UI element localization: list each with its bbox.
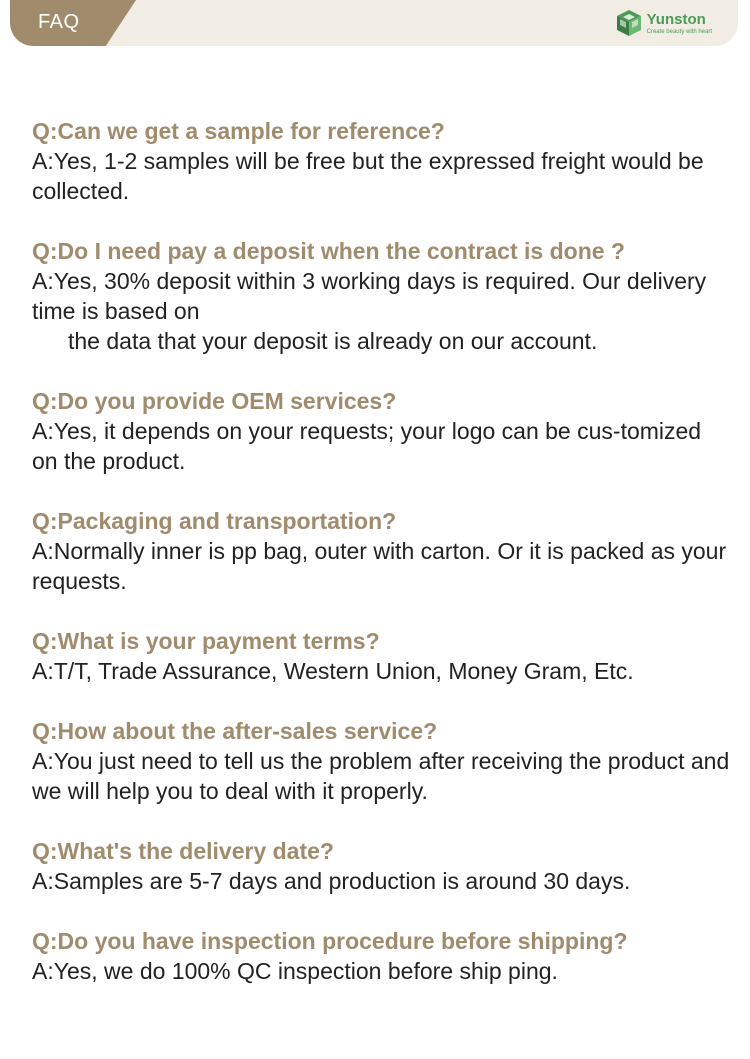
faq-question: Q:What is your payment terms? xyxy=(32,628,380,654)
faq-answer-text: A:Yes, 30% deposit within 3 working days is required. Our delivery time is based on xyxy=(32,268,707,324)
faq-answer xyxy=(32,266,732,356)
faq-tab-label: FAQ xyxy=(38,11,80,33)
faq-question: Q:Do you have inspection procedure before shipping? xyxy=(32,928,628,954)
faq-question: Q:How about the after-sales service? xyxy=(32,718,438,744)
faq-item xyxy=(32,626,732,686)
faq-item xyxy=(32,386,732,476)
faq-question: Q:Packaging and transportation? xyxy=(32,508,397,534)
faq-answer: A:Yes, it depends on your requests; your logo can be cus-tomized on the product. xyxy=(32,418,702,474)
faq-question: Q:Can we get a sample for reference? xyxy=(32,118,445,144)
faq-item xyxy=(32,236,732,356)
faq-answer: A:Yes, 1-2 samples will be free but the expressed freight would be collected. xyxy=(32,148,704,204)
faq-list xyxy=(32,116,732,1016)
faq-item xyxy=(32,716,732,806)
faq-answer: A:T/T, Trade Assurance, Western Union, Money Gram, Etc. xyxy=(32,658,634,684)
brand-slogan: Create beauty with heart xyxy=(646,28,712,35)
faq-item xyxy=(32,926,732,986)
faq-answer: A:Yes, we do 100% QC inspection before ship ping. xyxy=(32,958,558,984)
faq-answer: A:Samples are 5-7 days and production is around 30 days. xyxy=(32,868,631,894)
faq-answer-continuation: the data that your deposit is already on our account. xyxy=(68,328,598,354)
faq-item xyxy=(32,116,732,206)
faq-answer: A:Normally inner is pp bag, outer with carton. Or it is packed as your requests. xyxy=(32,538,727,594)
brand-logo xyxy=(615,6,712,40)
faq-question: Q:Do I need pay a deposit when the contract is done ? xyxy=(32,238,625,264)
header-banner xyxy=(10,0,738,46)
faq-item xyxy=(32,506,732,596)
brand-name: Yunston xyxy=(646,10,706,28)
faq-answer: A:You just need to tell us the problem after receiving the product and we will help you to deal with it properly. xyxy=(32,748,730,804)
cube-logo-icon xyxy=(615,8,643,38)
faq-question: Q:What's the delivery date? xyxy=(32,838,334,864)
faq-question: Q:Do you provide OEM services? xyxy=(32,388,397,414)
faq-item xyxy=(32,836,732,896)
